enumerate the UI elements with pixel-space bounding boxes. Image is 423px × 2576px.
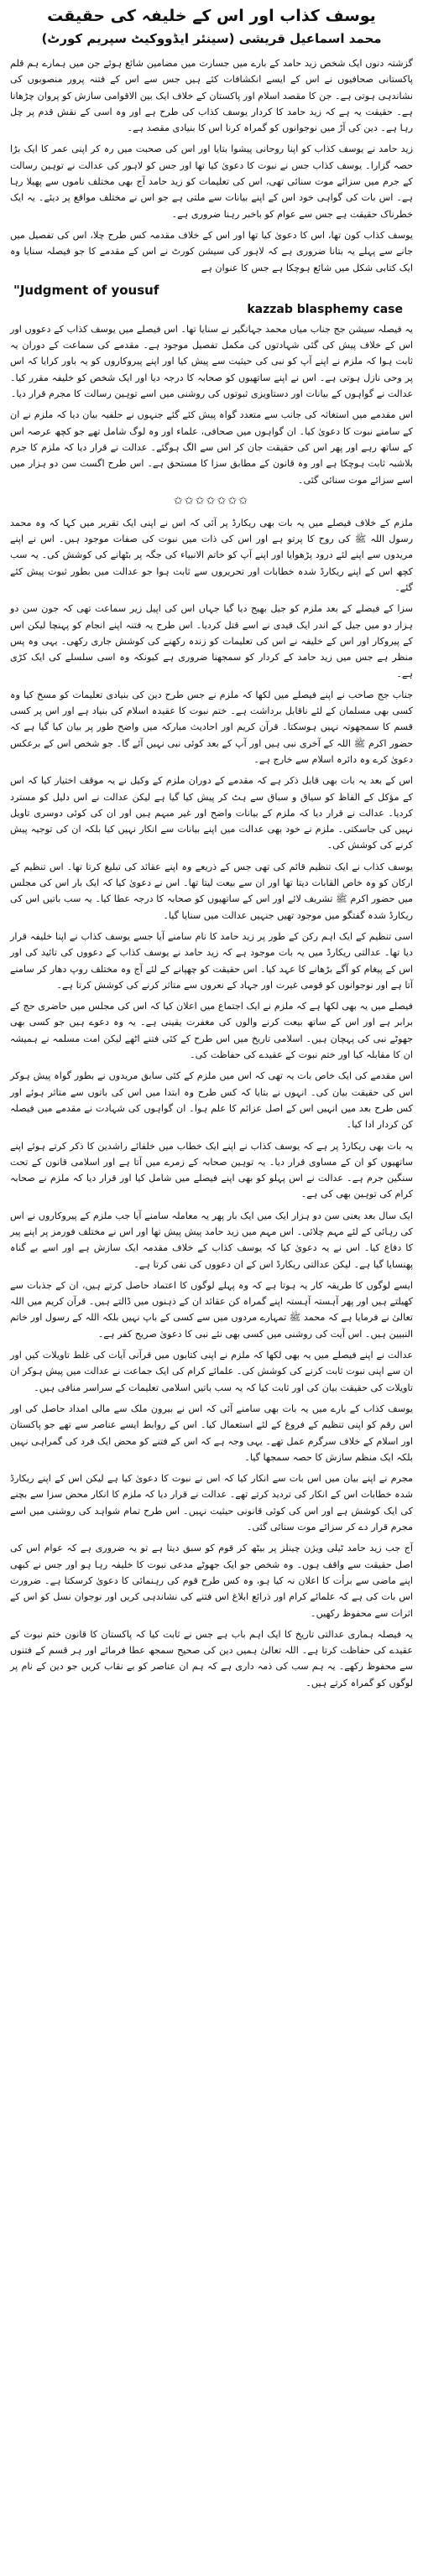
article-paragraph: ملزم کے خلاف فیصلے میں یہ بات بھی ریکارڈ پر آئی کہ اس نے اپنی ایک تقریر میں کہا کہ وہ محمد رسول اللہ ﷺ کی روح کا پرتو ہے اور اس کی ذات میں نبوت کی صفات موجود ہیں۔ اس نے اپنے مریدوں سے اپنے لئے درود پڑھوایا اور اپنے آپ کو خاتم الانبیاء کی جگہ پر بٹھانے کی کوشش کی۔ یہ سب کچھ اس کے اپنے ریکارڈ شدہ خطابات اور تحریروں سے ثابت ہوا جو عدالت میں بطور ثبوت پیش کئے گئے۔	[10, 517, 413, 594]
article-paragraph: ایسے لوگوں کا طریقہ کار یہ ہوتا ہے کہ وہ پہلے لوگوں کا اعتماد حاصل کرتے ہیں، ان کے جذبات سے کھیلتے ہیں اور پھر آہستہ آہستہ اپنے گمراہ کن عقائد ان کے ذہنوں میں ڈالتے ہیں۔ قرآن کریم میں اللہ تعالیٰ نے فرمایا ہے کہ محمد ﷺ تمہارے مردوں میں سے کسی کے باپ نہیں بلکہ اللہ کے رسول اور خاتم النبیین ہیں۔ اس آیت کی روشنی میں کسی بھی نئے نبی کا دعویٰ صریح کفر ہے۔	[10, 1279, 413, 1340]
article-paragraph: فیصلے میں یہ بھی لکھا ہے کہ ملزم نے ایک اجتماع میں اعلان کیا کہ اس کی مجلس میں حاضری حج کے برابر ہے اور اس کے ساتھ بیعت کرنے والوں کی مغفرت یقینی ہے۔ یہ وہ دعوے ہیں جو کسی بھی جھوٹے نبی کی پہچان ہیں۔ اسلامی تاریخ میں اس طرح کے کئی فتنے اٹھے لیکن امت مسلمہ نے ہمیشہ ان کا مقابلہ کیا اور ختم نبوت کے عقیدے کی حفاظت کی۔	[10, 1001, 413, 1061]
article-paragraph: یہ فیصلہ ہماری عدالتی تاریخ کا ایک اہم باب ہے جس نے ثابت کیا کہ پاکستان کا قانون ختم نبوت کے عقیدے کی حفاظت کرتا ہے۔ اللہ تعالیٰ ہمیں دین کی صحیح سمجھ عطا فرمائے اور ہر قسم کے فتنوں سے محفوظ رکھے۔ یہ ہم سب کی ذمہ داری ہے کہ ہم ان عناصر کو بے نقاب کریں جو دین کے نام پر لوگوں کو گمراہ کرتے ہیں۔	[10, 1628, 413, 1689]
pull-quote-title: "Judgment of yousuf	[13, 282, 159, 298]
article-paragraph: یوسف کذاب کون تھا، اس کا دعویٰ کیا تھا اور اس کے خلاف مقدمہ کس طرح چلا، اس کی تفصیل میں جانے سے پہلے یہ بتانا ضروری ہے کہ لاہور کی سیشن کورٹ نے اس کے مقدمے کا جو فیصلہ سنایا وہ ایک کتابی شکل میں شائع ہوچکا ہے جس کا عنوان ہے	[10, 229, 413, 273]
article-headline: یوسف کذاب اور اس کے خلیفہ کی حقیقت	[47, 7, 376, 25]
article-paragraph: جناب جج صاحب نے اپنے فیصلے میں لکھا کہ ملزم نے جس طرح دین کی بنیادی تعلیمات کو مسخ کیا وہ کسی بھی مسلمان کے لئے ناقابل برداشت ہے۔ ختم نبوت کا عقیدہ اسلام کی بنیاد ہے اور اس پر کسی قسم کا سمجھوتہ نہیں ہوسکتا۔ قرآن کریم اور احادیث مبارکہ میں واضح طور پر بیان کیا گیا ہے کہ حضور اکرم ﷺ اللہ کے آخری نبی ہیں اور آپ کے بعد کوئی نبی نہیں آئے گا۔ جو شخص اس کے برعکس دعویٰ کرے وہ دائرہ اسلام سے خارج ہے۔	[10, 689, 413, 765]
article-paragraph: سزا کے فیصلے کے بعد ملزم کو جیل بھیج دیا گیا جہاں اس کی اپیل زیر سماعت تھی کہ جون سن دو ہزار دو میں جیل کے اندر ایک قیدی نے اسے قتل کردیا۔ اس طرح یہ فتنہ اپنے انجام کو پہنچا لیکن اس کے پیروکار اور اس کے خلیفہ نے اس کی تعلیمات کو زندہ رکھنے کی کوشش جاری رکھی۔ یہی وہ پس منظر ہے جس میں زید حامد کے کردار کو سمجھنا ضروری ہے کیونکہ وہ اسی سلسلے کی ایک کڑی ہے۔	[10, 603, 413, 679]
article-paragraph: یوسف کذاب کے بارے میں یہ بات بھی سامنے آئی کہ اس نے بیرون ملک سے مالی امداد حاصل کی اور اس رقم کو اپنی تنظیم کے فروغ کے لئے استعمال کیا۔ اس کے روابط ایسے عناصر سے تھے جو پاکستان اور اسلام کے خلاف سرگرم عمل تھے۔ یہی وجہ ہے کہ اس کے فتنے کو محض ایک فرد کی گمراہی نہیں بلکہ ایک منظم سازش کا حصہ سمجھا گیا۔	[10, 1402, 413, 1463]
article-paragraph: مجرم نے اپنے بیان میں اس بات سے انکار کیا کہ اس نے نبوت کا دعویٰ کیا ہے لیکن اس کے اپنے ریکارڈ شدہ خطابات اس کے انکار کی تردید کرتے تھے۔ عدالت نے قرار دیا کہ ملزم کا انکار محض سزا سے بچنے کی ایک کوشش ہے اور اس کی کوئی قانونی حیثیت نہیں۔ اس طرح تمام شواہد کی روشنی میں اسے مجرم قرار دے کر سزائے موت سنائی گئی۔	[10, 1473, 413, 1533]
article-paragraph: عدالت نے اپنے فیصلے میں یہ بھی لکھا کہ ملزم نے اپنی کتابوں میں قرآنی آیات کی غلط تاویلات کیں اور ان سے اپنی نبوت ثابت کرنے کی کوشش کی۔ علمائے کرام کی ایک جماعت نے عدالت میں پیش ہوکر ان تاویلات کی حقیقت بیان کی اور ثابت کیا کہ یہ سب باتیں اسلامی تعلیمات کے سراسر منافی ہیں۔	[10, 1350, 413, 1393]
article-paragraph: آج جب زید حامد ٹیلی ویژن چینلز پر بیٹھ کر قوم کو سبق دیتا ہے تو یہ ضروری ہے کہ عوام اس کی اصل حقیقت سے واقف ہوں۔ وہ شخص جو ایک جھوٹے مدعی نبوت کا خلیفہ رہا ہو اور جس نے کبھی اپنے ماضی سے برأت کا اعلان نہ کیا ہو، وہ کس طرح قوم کی رہنمائی کا دعویٰ کرسکتا ہے۔ ضرورت اس بات کی ہے کہ علمائے کرام اور ذرائع ابلاغ اس فتنے کی نشاندہی کریں اور نوجوان نسل کو اس کے اثرات سے محفوظ رکھیں۔	[10, 1543, 413, 1619]
section-divider: ✩✩✩✩✩✩✩	[173, 494, 250, 507]
article-paragraph: اسی تنظیم کے ایک اہم رکن کے طور پر زید حامد کا نام سامنے آیا جسے یوسف کذاب نے اپنا خلیفہ قرار دیا تھا۔ عدالتی ریکارڈ میں یہ بات موجود ہے کہ زید حامد نے یوسف کذاب کے دعووں کی تائید کی اور اس کے پیغام کو آگے بڑھانے کا عہد کیا۔ اس حقیقت کو چھپانے کے لئے آج وہ مختلف روپ دھار کر سامنے آتا ہے اور نوجوانوں کو قومی غیرت اور جہاد کے نعروں سے متاثر کرنے کی کوشش کرتا ہے۔	[10, 930, 413, 991]
article-paragraph: زید حامد نے یوسف کذاب کو اپنا روحانی پیشوا بتایا اور اس کی صحبت میں رہ کر اپنی عمر کا ایک بڑا حصہ گزارا۔ یوسف کذاب جس نے نبوت کا دعویٰ کیا تھا اور جس کو لاہور کی عدالت نے توہین رسالت کے جرم میں سزائے موت سنائی تھی، اس کی تعلیمات کو زید حامد آج بھی مختلف ناموں سے پھیلا رہا ہے۔ اس بات کی گواہی خود اس کے اپنے بیانات سے ملتی ہے جو اس نے مختلف مواقع پر دیئے۔ یہ ایک خطرناک حقیقت ہے جس سے عوام کو باخبر رہنا ضروری ہے۔	[10, 143, 413, 220]
pull-quote-subtitle: kazzab blasphemy case	[247, 302, 403, 316]
article-paragraph: اس مقدمے میں استغاثہ کی جانب سے متعدد گواہ پیش کئے گئے جنہوں نے حلفیہ بیان دیا کہ ملزم نے ان کے سامنے نبوت کا دعویٰ کیا۔ ان گواہوں میں صحافی، علماء اور وہ لوگ شامل تھے جو کچھ عرصہ اس کے ساتھ رہے اور پھر اس کی حقیقت جان کر اس سے الگ ہوگئے۔ عدالت نے قرار دیا کہ ملزم کا جرم بلاشبہ ثابت ہوچکا ہے اور وہ قانون کے مطابق سزا کا مستحق ہے۔ اس طرح اگست سن دو ہزار میں اسے سزائے موت سنائی گئی۔	[10, 409, 413, 486]
article-byline: محمد اسماعیل قریشی (سینئر ایڈووکیٹ سپریم کورٹ)	[41, 31, 382, 46]
article-paragraph: ایک سال بعد یعنی سن دو ہزار ایک میں ایک بار پھر یہ معاملہ سامنے آیا جب ملزم کے پیروکاروں نے اس کی رہائی کے لئے مہم چلائی۔ اس مہم میں زید حامد پیش پیش تھا اور اس نے مختلف فورمز پر اپنے پیر کا دفاع کیا۔ اس نے یہ دعویٰ کیا کہ یوسف کذاب کے خلاف مقدمہ ایک سازش ہے اور اسے بے گناہ پھنسایا گیا ہے۔ لیکن عدالتی ریکارڈ اس کے ان دعووں کی نفی کرتا ہے۔	[10, 1210, 413, 1270]
article-paragraph: یہ بات بھی ریکارڈ پر ہے کہ یوسف کذاب نے اپنے ایک خطاب میں خلفائے راشدین کا ذکر کرتے ہوئے اپنے ساتھیوں کو ان کے مساوی قرار دیا۔ یہ توہین صحابہ کے زمرے میں آتا ہے اور اسلامی قانون کے تحت سنگین جرم ہے۔ عدالت نے اس پہلو کو بھی اپنے فیصلے میں شامل کیا اور قرار دیا کہ ملزم نے صحابہ کرام کی توہین بھی کی ہے۔	[10, 1140, 413, 1200]
article-paragraph: اس کے بعد یہ بات بھی قابل ذکر ہے کہ مقدمے کے دوران ملزم کے وکیل نے یہ موقف اختیار کیا کہ اس کے مؤکل کے الفاظ کو سیاق و سباق سے ہٹ کر پیش کیا گیا ہے لیکن عدالت نے اس دلیل کو مسترد کردیا۔ عدالت نے قرار دیا کہ ملزم کے بیانات واضح اور غیر مبہم ہیں اور ان کی کوئی دوسری تاویل نہیں کی جاسکتی۔ ملزم نے خود بھی عدالت میں اپنے بیانات سے انکار نہیں کیا بلکہ ان کی توجیہ پیش کرنے کی کوشش کی۔	[10, 775, 413, 851]
article-paragraph: اس مقدمے کی ایک خاص بات یہ تھی کہ اس میں ملزم کے کئی سابق مریدوں نے بطور گواہ پیش ہوکر اس کی حقیقت بیان کی۔ انہوں نے بتایا کہ کس طرح وہ ابتدا میں اس کی باتوں سے متاثر ہوئے اور کس طرح بعد میں انہیں اس کے اصل عزائم کا علم ہوا۔ ان گواہوں کی شہادت نے مقدمے میں فیصلہ کن کردار ادا کیا۔	[10, 1070, 413, 1131]
article-body	[10, 55, 413, 1691]
article-paragraph: یہ فیصلہ سیشن جج جناب میاں محمد جہانگیر نے سنایا تھا۔ اس فیصلے میں یوسف کذاب کے دعووں اور اس کے خلاف پیش کی گئی شہادتوں کی مکمل تفصیل موجود ہے۔ مقدمے کی سماعت کے دوران یہ ثابت ہوا کہ ملزم نے اپنے آپ کو نبی کی حیثیت سے پیش کیا اور اپنے پیروکاروں کو یہ باور کرایا کہ اس پر وحی نازل ہوتی ہے۔ اس نے اپنے ساتھیوں کو صحابہ کا درجہ دیا اور ایک شخص کو خلیفہ مقرر کیا۔ عدالت نے گواہوں کے بیانات اور دستاویزی ثبوتوں کی روشنی میں اسے توہین رسالت کا مجرم قرار دیا۔	[10, 323, 413, 400]
article-paragraph: یوسف کذاب نے ایک تنظیم قائم کی تھی جس کے ذریعے وہ اپنے عقائد کی تبلیغ کرتا تھا۔ اس تنظیم کے ارکان کو وہ خاص القابات دیتا تھا اور ان سے بیعت لیتا تھا۔ اس نے دعویٰ کیا کہ ایک بار اس کی مجلس میں حضور اکرم ﷺ تشریف لائے اور اس کے ساتھیوں کو صحابہ کا درجہ عطا کیا۔ یہ سب باتیں اس کی ریکارڈ شدہ گفتگو میں موجود تھیں جنہیں عدالت میں سنایا گیا۔	[10, 861, 413, 921]
article-paragraph: گزشتہ دنوں ایک شخص زید حامد کے بارے میں جسارت میں مضامین شائع ہوئے جن میں ہمارے ہم قلم پاکستانی صحافیوں نے اس کے ایسے انکشافات کئے ہیں جس سے اس کے فتنہ پرور منصوبوں کی نشاندہی ہوتی ہے۔ جن کا مقصد اسلام اور پاکستان کے خلاف ایک بین الاقوامی سازش کو پروان چڑھانا ہے۔ حقیقت یہ ہے کہ زید حامد کا کردار یوسف کذاب کی طرح ہے اور وہ اسی کے نقش قدم پر چل رہا ہے۔ دین کی آڑ میں نوجوانوں کو گمراہ کرنا اس کا بنیادی مقصد ہے۔	[10, 58, 413, 134]
